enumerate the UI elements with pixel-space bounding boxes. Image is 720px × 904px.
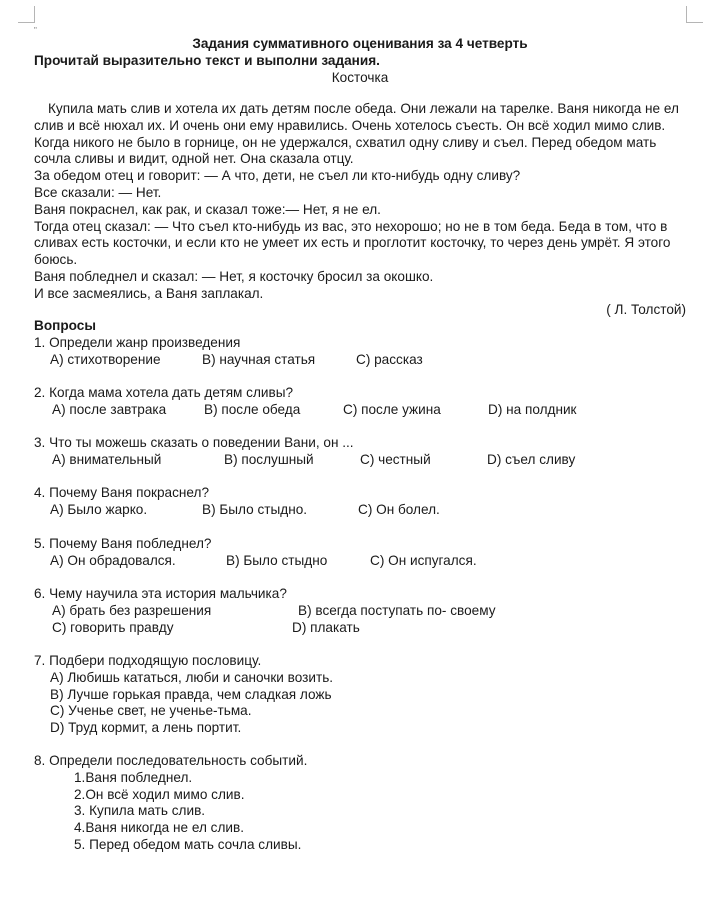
question-text: 6. Чему научила эта история мальчика? <box>34 586 287 601</box>
author: ( Л. Толстой) <box>606 302 686 317</box>
page-corner-mark-right <box>686 6 703 23</box>
answer-option: А) внимательный <box>52 451 162 467</box>
answer-option: С) Ученье свет, не ученье-тьма. <box>50 703 252 719</box>
questions-title: Вопросы <box>34 318 96 333</box>
story-paragraph: За обедом отец и говорит: — А что, дети, не съел ли кто-нибудь одну сливу? <box>34 168 521 184</box>
answer-option: А) после завтрака <box>52 401 167 417</box>
question-text: 4. Почему Ваня покраснел? <box>34 485 210 500</box>
answer-option: В) Было стыдно. <box>202 501 308 517</box>
story-text <box>34 101 686 303</box>
answer-option: D) Труд кормит, а лень портит. <box>50 720 242 736</box>
sequence-item: 2.Он всё ходил мимо слив. <box>74 786 245 802</box>
sequence-item: 4.Ваня никогда не ел слив. <box>74 820 244 836</box>
answer-option: В) Лучше горькая правда, чем сладкая ложь <box>50 686 332 702</box>
document-title: Задания суммативного оценивания за 4 четверть <box>192 36 528 51</box>
question-8 <box>34 753 694 854</box>
answer-option: С) Он испугался. <box>370 552 477 568</box>
story-title: Косточка <box>331 70 389 85</box>
answer-option: С) после ужина <box>343 401 441 417</box>
question-6 <box>34 586 694 636</box>
question-2 <box>34 385 694 419</box>
story-paragraph: Тогда отец сказал: — Что съел кто-нибудь из вас, это нехорошо; но не в том беда. Беда в том, что в сливах есть косточки, и если кто не умеет их есть и проглотит косточку, то через день умрёт. Я этого боюсь. <box>34 218 671 268</box>
answer-option: А) Он обрадовался. <box>50 552 176 568</box>
question-1 <box>34 335 694 369</box>
question-text: 2. Когда мама хотела дать детям сливы? <box>34 385 294 400</box>
answer-option: В) Было стыдно <box>226 552 328 568</box>
story-paragraph: Ваня побледнел и сказал: — Нет, я косточку бросил за окошко. <box>34 268 434 284</box>
answer-option: А) Любишь кататься, люби и саночки возить. <box>50 669 334 685</box>
answer-option: А) брать без разрешения <box>52 602 212 618</box>
answer-option: В) послушный <box>224 451 314 467</box>
question-4 <box>34 485 694 519</box>
answer-option: С) Он болел. <box>358 501 440 517</box>
answer-option: D) плакать <box>292 619 360 635</box>
answer-option: В) после обеда <box>204 401 301 417</box>
sequence-item: 5. Перед обедом мать сочла сливы. <box>74 836 302 852</box>
question-5 <box>34 536 694 570</box>
paragraph-mark: " <box>34 26 37 35</box>
answer-option: С) говорить правду <box>52 619 174 635</box>
answer-option: D) съел сливу <box>487 451 576 467</box>
story-paragraph: Купила мать слив и хотела их дать детям после обеда. Они лежали на тарелке. Ваня никогда не ел слив и всё нюхал их. И очень они ему нравились. Очень хотелось съесть. Он всё ходил мимо слив. Когда никого не было в горнице, он не удержался, схватил одну сливу и съел. Перед обедом мать сочла сливы и видит, одной нет. Она сказала отцу. <box>34 101 679 167</box>
question-text: 1. Определи жанр произведения <box>34 335 241 350</box>
story-paragraph: И все засмеялись, а Ваня заплакал. <box>34 285 264 301</box>
question-text: 7. Подбери подходящую пословицу. <box>34 653 262 668</box>
instruction: Прочитай выразительно текст и выполни задания. <box>34 53 380 68</box>
answer-option: А) Было жарко. <box>50 501 148 517</box>
sequence-item: 1.Ваня побледнел. <box>74 769 193 785</box>
answer-option: D) на полдник <box>488 401 577 417</box>
story-paragraph: Все сказали: — Нет. <box>34 184 162 200</box>
question-text: 8. Определи последовательность событий. <box>34 753 308 768</box>
question-7 <box>34 653 694 737</box>
page-corner-mark-left <box>18 6 35 23</box>
question-text: 3. Что ты можешь сказать о поведении Вани, он ... <box>34 435 354 450</box>
question-3 <box>34 435 694 469</box>
question-text: 5. Почему Ваня побледнел? <box>34 536 212 551</box>
answer-option: А) стихотворение <box>50 351 161 367</box>
answer-option: В) научная статья <box>202 351 316 367</box>
answer-option: С) рассказ <box>356 351 423 367</box>
story-paragraph: Ваня покраснел, как рак, и сказал тоже:— Нет, я не ел. <box>34 201 381 217</box>
answer-option: С) честный <box>360 451 431 467</box>
answer-option: В) всегда поступать по- своему <box>298 602 496 618</box>
sequence-item: 3. Купила мать слив. <box>74 803 206 819</box>
